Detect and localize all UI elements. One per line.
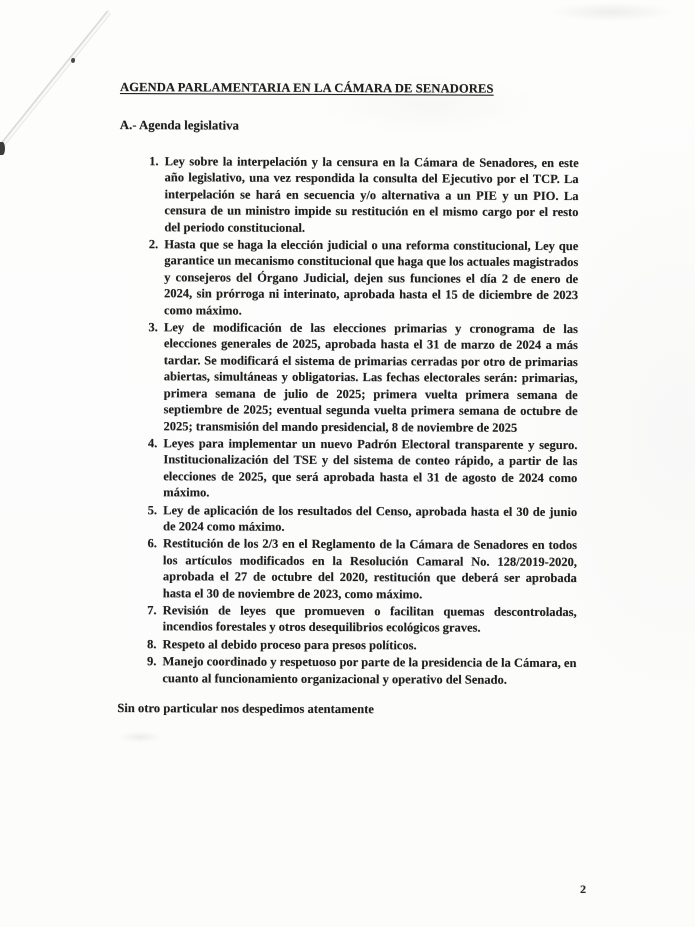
scan-speck — [71, 58, 75, 63]
agenda-item-2: 2. Hasta que se haga la elección judicial o una reforma constitucional, Ley que garantice un mecanismo constitucional que haga que los actuales magistrados y consejeros del Órgano Judicial, dejen sus funciones el día 2 de enero de 2024, sin prórroga ni interinato, aprobada hasta el 15 de diciembre de 2023 como máximo. — [161, 236, 578, 320]
document-title: AGENDA PARLAMENTARIA EN LA CÁMARA DE SENADORES — [119, 80, 494, 96]
closing-line: Sin otro particular nos despedimos atentamente — [117, 700, 374, 717]
agenda-item-3: 3. Ley de modificación de las elecciones primarias y cronograma de las elecciones generales de 2025, aprobada hasta el 31 de marzo de 2024 a más tardar. Se modificará el sistema de primarias cerradas por otro de primarias abiertas, simultáneas y obligatorias. Las fechas electorales serán: primarias, primera semana de julio de 2025; primera vuelta primera semana de septiembre de 2025; eventual segunda vuelta primera semana de octubre de 2025; transmisión del mando presidencial, 8 de noviembre de 2025 — [160, 319, 577, 436]
agenda-item-1: 1. Ley sobre la interpelación y la censura en la Cámara de Senadores, en este año legislativo, una vez respondida la consulta del Ejecutivo por el TCP. La interpelación se hará en secuencia y/o alternativa a un PIE y un PIO. La censura de un ministro impide su restitución en el mismo cargo por el resto del periodo constitucional. — [161, 153, 578, 237]
agenda-item-5: 5. Ley de aplicación de los resultados del Censo, aprobada hasta el 30 de junio de 2024 como máximo. — [160, 502, 577, 537]
scan-edge-mark — [0, 142, 5, 155]
section-heading: A.- Agenda legislativa — [119, 117, 239, 133]
agenda-item-7: 7. Revisión de leyes que promueven o facilitan quemas descontroladas, incendios forestales y otros desequilibrios ecológicos graves. — [160, 602, 577, 637]
document-content — [117, 80, 579, 718]
agenda-item-6: 6. Restitución de los 2/3 en el Reglamento de la Cámara de Senadores en todos los artículos modificados en la Resolución Camaral No. 128/2019-2020, aprobada el 27 de octubre del 2020, restitución que deberá ser aprobada hasta el 30 de noviembre de 2023, como máximo. — [160, 536, 577, 603]
page-number: 2 — [580, 882, 586, 896]
agenda-item-4: 4. Leyes para implementar un nuevo Padrón Electoral transparente y seguro. Institucionalización del TSE y del sistema de conteo rápido, a partir de las elecciones de 2025, que será aprobada hasta el 31 de agosto de 2024 como máximo. — [160, 435, 577, 502]
paper-crease-mark — [0, 10, 112, 153]
agenda-list — [117, 153, 578, 688]
agenda-item-9: 9. Manejo coordinado y respetuoso por parte de la presidencia de la Cámara, en cuanto al funcionamiento organizacional y operativo del Senado. — [159, 653, 576, 688]
agenda-item-8: 8. Respeto al debido proceso para presos políticos. — [160, 636, 577, 654]
